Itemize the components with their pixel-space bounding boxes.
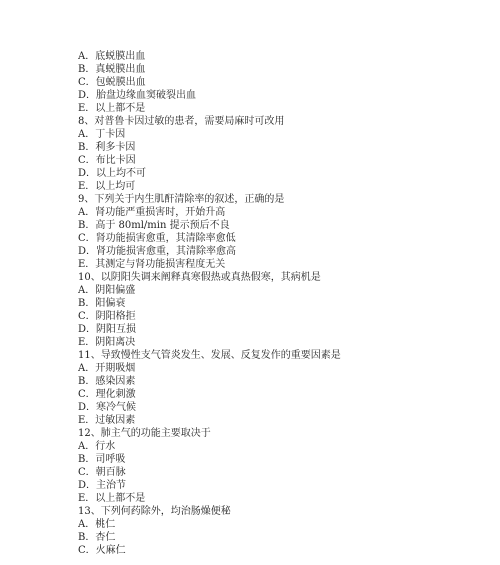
answer-option: A．肾功能严重损害时，开始升高 bbox=[78, 207, 226, 218]
question-13: 13、下列何药除外，均治肠燥便秘 bbox=[78, 506, 231, 517]
answer-option: A．开期吸烟 bbox=[78, 363, 136, 374]
answer-option: E．以上都不是 bbox=[78, 103, 146, 114]
answer-option: D．肾功能损害愈重，其清除率愈高 bbox=[78, 246, 237, 257]
answer-option: A．丁卡因 bbox=[78, 129, 126, 140]
answer-option: B．司呼吸 bbox=[78, 454, 126, 465]
answer-option: B．感染因素 bbox=[78, 376, 136, 387]
answer-option: C．火麻仁 bbox=[78, 545, 126, 556]
answer-option: B．真蜕膜出血 bbox=[78, 64, 146, 75]
answer-option: D．主治节 bbox=[78, 480, 127, 491]
question-10: 10、以阴阳失调来阐释真寒假热或真热假寒，其病机是 bbox=[78, 272, 321, 283]
question-12: 12、肺主气的功能主要取决于 bbox=[78, 428, 211, 439]
answer-option: C．布比卡因 bbox=[78, 155, 136, 166]
answer-option: C．肾功能损害愈重，其清除率愈低 bbox=[78, 233, 236, 244]
answer-option: B．利多卡因 bbox=[78, 142, 136, 153]
answer-option: D．寒冷气候 bbox=[78, 402, 137, 413]
answer-option: A．底蜕膜出血 bbox=[78, 51, 146, 62]
answer-option: D．胎盘边缘血窦破裂出血 bbox=[78, 90, 197, 101]
answer-option: B．阳偏衰 bbox=[78, 298, 126, 309]
question-8: 8、对普鲁卡因过敏的患者，需要局麻时可改用 bbox=[78, 116, 285, 127]
answer-option: A．行水 bbox=[78, 441, 116, 452]
question-11: 11、导致慢性支气管炎发生、发展、反复发作的重要因素是 bbox=[78, 350, 341, 361]
answer-option: C．阴阳格拒 bbox=[78, 311, 136, 322]
answer-option: E．以上均可 bbox=[78, 181, 136, 192]
answer-option: C．包蜕膜出血 bbox=[78, 77, 146, 88]
answer-option: E．过敏因素 bbox=[78, 415, 136, 426]
answer-option: B．高于 80ml/min 提示预后不良 bbox=[78, 220, 230, 231]
answer-option: A．阴阳偏盛 bbox=[78, 285, 136, 296]
answer-option: E．阴阳离决 bbox=[78, 337, 136, 348]
exam-text-block bbox=[78, 50, 488, 557]
question-9: 9、下列关于内生肌酐清除率的叙述，正确的是 bbox=[78, 194, 285, 205]
answer-option: C．朝百脉 bbox=[78, 467, 126, 478]
answer-option: A．桃仁 bbox=[78, 519, 116, 530]
answer-option: D．阴阳互损 bbox=[78, 324, 137, 335]
answer-option: E．其测定与肾功能损害程度无关 bbox=[78, 259, 226, 270]
answer-option: E．以上都不是 bbox=[78, 493, 146, 504]
answer-option: C．理化刺激 bbox=[78, 389, 136, 400]
answer-option: B．杏仁 bbox=[78, 532, 116, 543]
answer-option: D．以上均不可 bbox=[78, 168, 147, 179]
